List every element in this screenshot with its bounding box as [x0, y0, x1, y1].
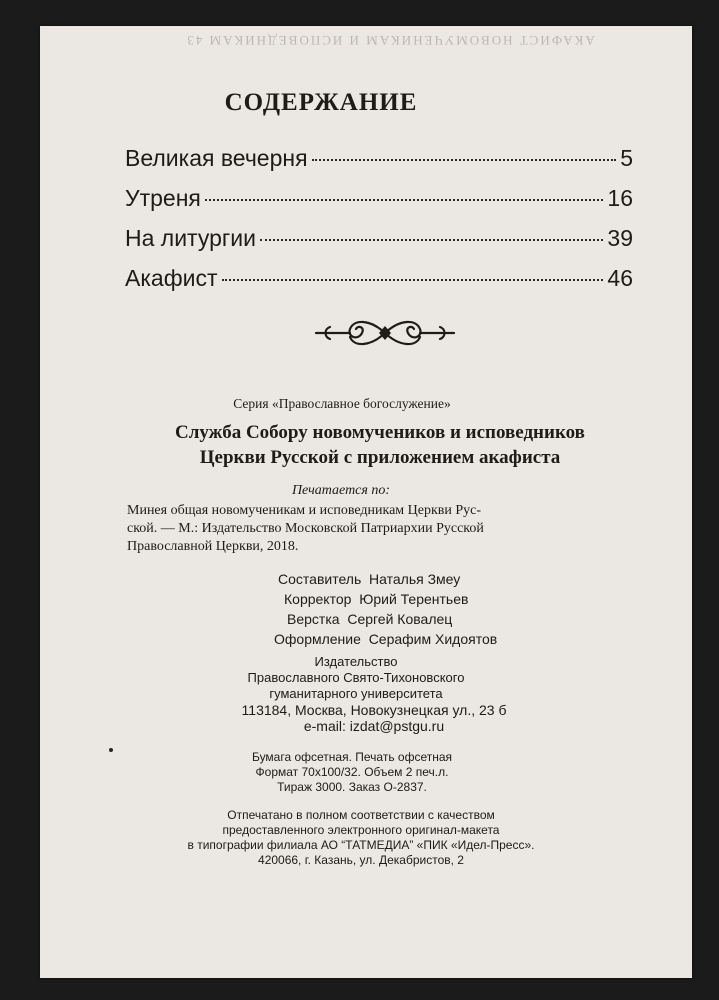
credit-role: Корректор [284, 591, 352, 607]
toc-item-page: 46 [607, 265, 633, 291]
source-line: ской. — М.: Издательство Московской Патриархии Русской [127, 521, 484, 536]
printing-info [40, 808, 687, 868]
source-line: Православной Церкви, 2018. [127, 539, 299, 554]
credit-row [274, 629, 692, 649]
toc-leader-dots [260, 239, 603, 241]
credit-row [284, 589, 692, 609]
toc-item-label: На литургии [125, 225, 256, 251]
toc-leader-dots [312, 159, 617, 161]
toc-item[interactable] [125, 145, 633, 185]
credit-name: Наталья Змеу [369, 571, 461, 587]
toc-leader-dots [205, 199, 604, 201]
credit-role: Составитель [278, 571, 362, 587]
specs-line: Формат 70x100/32. Объем 2 печ.л. [255, 765, 449, 779]
publisher-block [40, 654, 682, 734]
contents-title: СОДЕРЖАНИЕ [224, 89, 418, 116]
printed-by-label: Печатается по: [291, 483, 391, 498]
specs-line: Тираж 3000. Заказ О-2837. [277, 780, 427, 794]
printing-line: в типографии филиала АО “ТАТМЕДИА” «ПИК «Идел-Пресс». [187, 838, 535, 852]
series-line: Серия «Православное богослужение» [233, 396, 451, 411]
toc-item-label: Акафист [125, 265, 218, 291]
printing-line: 420066, г. Казань, ул. Декабристов, 2 [258, 853, 464, 867]
credit-name: Сергей Ковалец [347, 611, 453, 627]
toc-item[interactable] [125, 185, 633, 225]
running-head: АКАФИСТ НОВОМУЧЕНИКАМ И ИСПОВЕДНИКАМ 43 [185, 33, 595, 48]
toc-item-page: 16 [607, 185, 633, 211]
toc-item-label: Великая вечерня [125, 145, 308, 171]
source-citation [127, 502, 615, 556]
credit-name: Юрий Терентьев [359, 591, 469, 607]
credit-name: Серафим Хидоятов [368, 631, 498, 647]
book-page [40, 26, 692, 978]
publisher-line: Издательство [314, 654, 398, 669]
toc-item-page: 39 [607, 225, 633, 251]
print-specs [40, 750, 678, 795]
ornament-icon [310, 315, 460, 351]
credit-row [287, 609, 692, 629]
toc-item-label: Утреня [125, 185, 201, 211]
publisher-line: Православного Свято-Тихоновского [247, 670, 465, 685]
toc-item-page: 5 [620, 145, 633, 171]
credit-row [278, 569, 692, 589]
specs-line: Бумага офсетная. Печать офсетная [251, 750, 453, 764]
toc-leader-dots [222, 279, 604, 281]
publisher-email[interactable]: e-mail: izdat@pstgu.ru [303, 718, 445, 734]
printing-line: Отпечатано в полном соответствии с качеством [227, 808, 495, 822]
credit-role: Оформление [274, 631, 361, 647]
book-title-line: Церкви Русской с приложением акафиста [199, 447, 561, 468]
publisher-address: 113184, Москва, Новокузнецкая ул., 23 б [241, 702, 507, 718]
table-of-contents [125, 145, 633, 305]
credit-role: Верстка [287, 611, 340, 627]
credits-list [40, 569, 692, 649]
source-line: Минея общая новомученикам и исповедникам Церкви Рус- [127, 503, 482, 518]
book-title-line: Служба Собору новомучеников и исповедников [175, 422, 585, 443]
toc-item[interactable] [125, 265, 633, 305]
publisher-line: гуманитарного университета [269, 686, 443, 701]
printing-line: предоставленного электронного оригинал-макета [222, 823, 500, 837]
book-title [100, 420, 660, 470]
toc-item[interactable] [125, 225, 633, 265]
